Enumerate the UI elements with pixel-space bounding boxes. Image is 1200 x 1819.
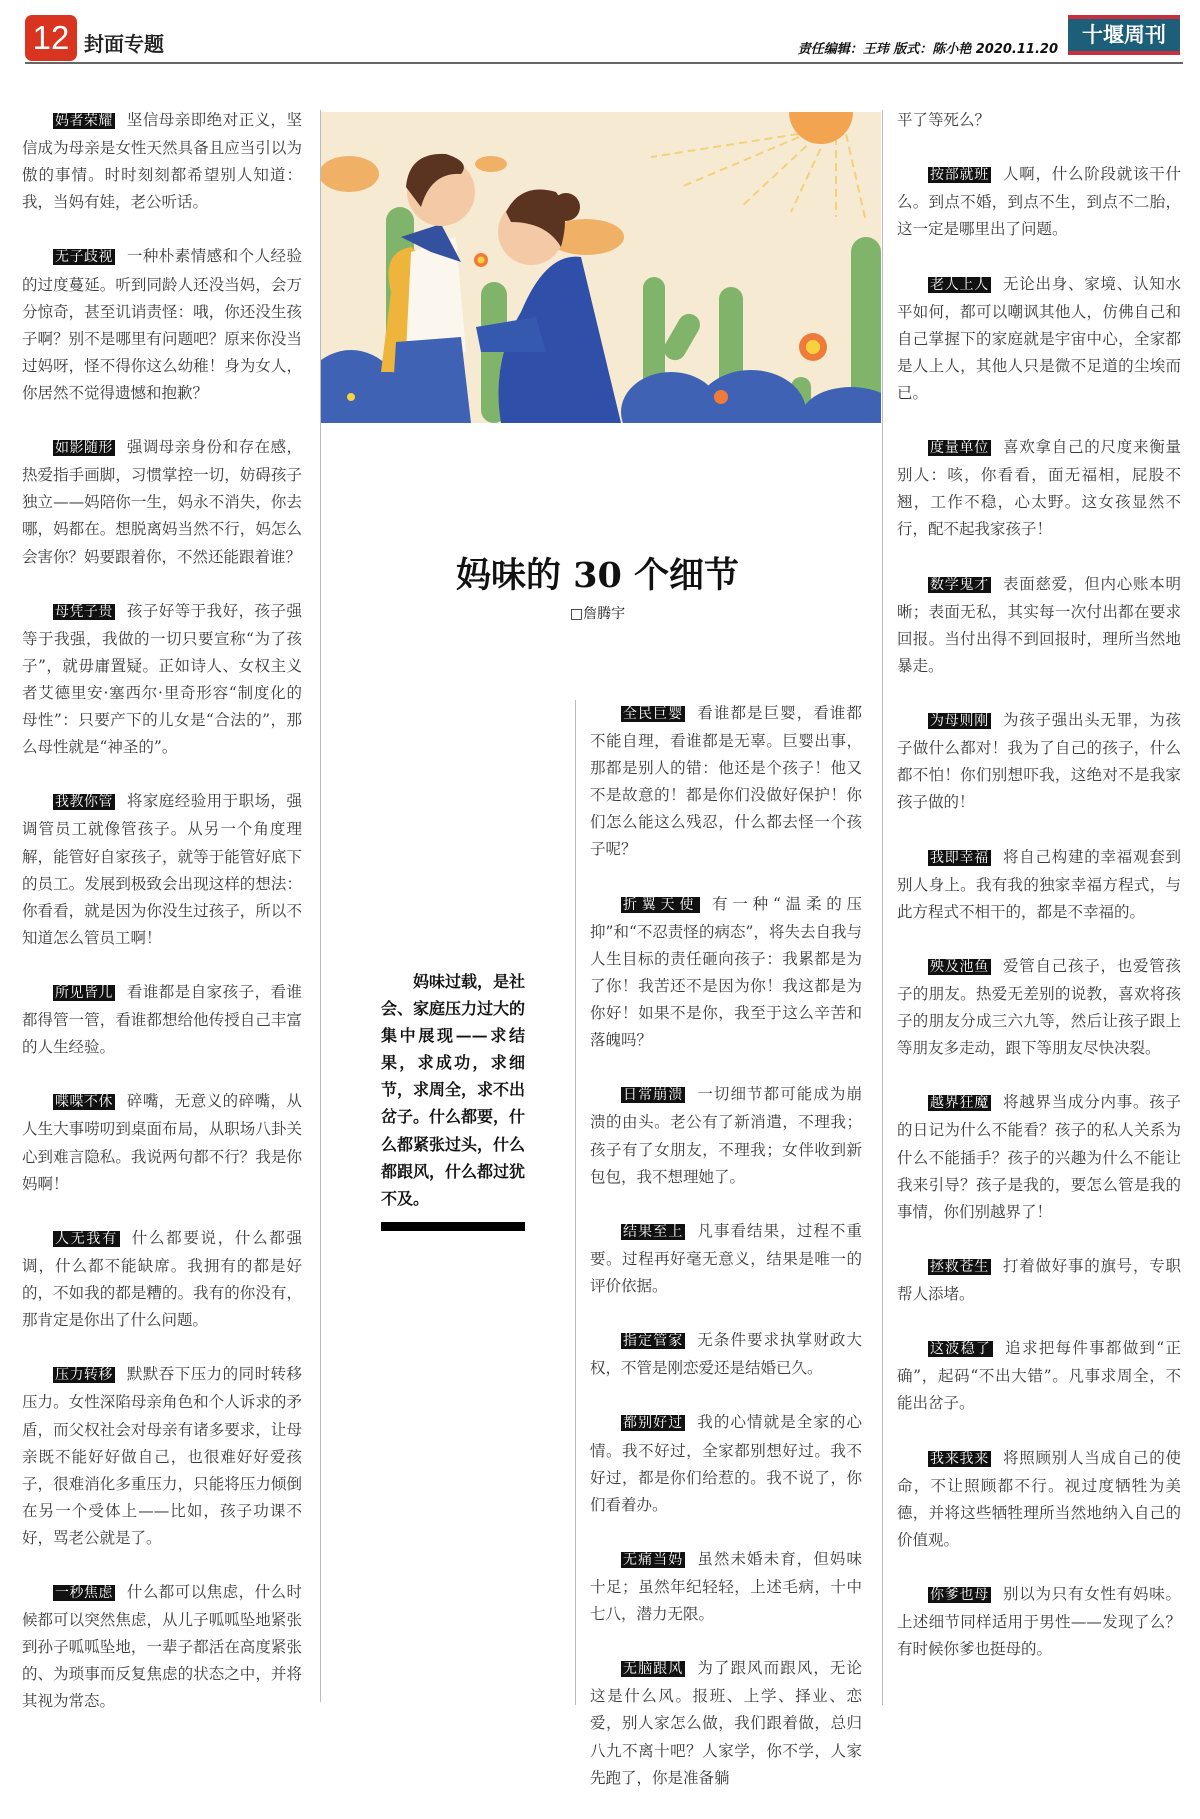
detail-text: 将家庭经验用于职场，强调管员工就像管孩子。从另一个角度理解，能管好自家孩子，就等于能管好底下的员工。发展到极致会出现这样的想法：你看看，就是因为你没生过孩子，所以不知道怎么管员工啊！ xyxy=(22,792,302,947)
detail-tag: 拯救苍生 xyxy=(930,1258,989,1275)
detail-text: 无条件要求执掌财政大权，不管是刚恋爱还是结婚已久。 xyxy=(590,1331,862,1378)
detail-paragraph xyxy=(590,1655,862,1791)
article-column-left xyxy=(22,107,302,1743)
detail-tag: 无子歧视 xyxy=(55,249,113,266)
detail-paragraph xyxy=(22,1579,302,1715)
detail-tag: 殃及池鱼 xyxy=(930,958,989,975)
header-divider xyxy=(25,62,1183,64)
detail-paragraph xyxy=(22,107,302,216)
detail-tag: 结果至上 xyxy=(623,1223,684,1240)
detail-tag: 我来我来 xyxy=(930,1450,989,1467)
pull-quote: 妈味过载，是社会、家庭压力过大的集中展现——求结果，求成功，求细节，求周全，求不出岔子。什么都要，什么都紧张过头，什么都跟风，什么都过犹不及。 xyxy=(381,972,526,1208)
detail-text: 强调母亲身份和存在感，热爱指手画脚，习惯掌控一切，妨碍孩子独立——妈陪你一生，妈永不消失，你去哪，妈都在。想脱离妈当然不行，妈怎么会害你？妈要跟着你，不然还能跟着谁？ xyxy=(22,438,302,566)
continued-text: 平了等死么？ xyxy=(897,111,991,129)
detail-paragraph xyxy=(590,1409,862,1518)
detail-paragraph xyxy=(897,1089,1181,1225)
detail-tag: 压力转移 xyxy=(55,1367,113,1384)
newspaper-logo: 十堰周刊 xyxy=(1068,15,1180,55)
detail-text: 将自己构建的幸福观套到别人身上。我有我的独家幸福方程式，与此方程式不相干的，都是不幸福的。 xyxy=(897,847,1181,921)
detail-paragraph xyxy=(590,1218,862,1300)
detail-tag: 都别好过 xyxy=(623,1415,684,1432)
detail-text: 打着做好事的旗号，专职帮人添堵。 xyxy=(897,1256,1181,1304)
detail-paragraph xyxy=(22,598,302,762)
detail-paragraph xyxy=(897,571,1181,680)
detail-text: 表面慈爱，但内心账本明晰；表面无私，其实每一次付出都在要求回报。当付出得不到回报时，理所当然地暴走。 xyxy=(897,574,1181,675)
detail-text: 凡事看结果，过程不重要。过程再好毫无意义，结果是唯一的评价依据。 xyxy=(590,1221,862,1295)
detail-paragraph xyxy=(897,1253,1181,1308)
detail-text: 看谁都是巨婴，看谁都不能自理，看谁都是无辜。巨婴出事，那都是别人的错：他还是个孩子！他又不是故意的！都是你们没做好保护！你们怎么能这么残忍，什么都去怪一个孩子呢？ xyxy=(590,704,862,859)
detail-tag: 妈者荣耀 xyxy=(55,113,113,129)
column-divider xyxy=(882,110,883,1705)
detail-text: 喜欢拿自己的尺度来衡量别人：咳，你看看，面无福相，屁股不翘，工作不稳，心太野。这女孩显然不行，配不起我家孩子！ xyxy=(897,438,1181,539)
detail-text: 将照顾别人当成自己的使命，不让照顾都不行。视过度牺牲为美德，并将这些牺牲理所当然地纳入自己的价值观。 xyxy=(897,1448,1181,1549)
detail-tag: 无脑跟风 xyxy=(623,1661,684,1678)
pull-quote-box xyxy=(381,968,525,1231)
detail-paragraph xyxy=(897,161,1181,243)
detail-text: 无论出身、家境、认知水平如何，都可以嘲讽其他人，仿佛自己和自己掌握下的家庭就是宇宙中心，全家都是人上人，其他人只是微不足道的尘埃而已。 xyxy=(897,274,1181,402)
detail-tag: 所见皆儿 xyxy=(55,985,113,1001)
detail-tag: 你爹也母 xyxy=(930,1587,989,1604)
detail-text: 一切细节都可能成为崩溃的由头。老公有了新消遣，不理我；孩子有了女朋友，不理我；女伴收到新包包，我不想理她了。 xyxy=(590,1085,862,1186)
detail-paragraph xyxy=(590,1546,862,1628)
detail-tag: 我即幸福 xyxy=(930,849,989,866)
detail-paragraph xyxy=(590,1327,862,1382)
detail-paragraph xyxy=(897,1335,1181,1417)
detail-paragraph xyxy=(22,1088,302,1197)
pull-quote-bar xyxy=(381,1222,525,1231)
detail-paragraph xyxy=(897,434,1181,543)
detail-text: 虽然未婚未育，但妈味十足；虽然年纪轻轻，上述毛病，十中七八，潜力无限。 xyxy=(590,1549,862,1624)
detail-text: 为孩子强出头无罪，为孩子做什么都对！我为了自己的孩子，什么都不怕！你们别想吓我，这绝对不是我家孩子做的！ xyxy=(897,711,1181,812)
detail-tag: 人无我有 xyxy=(55,1230,118,1247)
detail-tag: 喋喋不休 xyxy=(55,1094,113,1111)
detail-text: 将越界当成分内事。孩子的日记为什么不能看？孩子的私人关系为什么不能插手？孩子的兴趣为什么不能让我来引导？孩子是我的，要怎么管是我的事情，你们别越界了！ xyxy=(897,1093,1181,1221)
detail-paragraph xyxy=(22,1225,302,1334)
detail-text: 我的心情就是全家的心情。我不好过，全家都别想好过。我不好过，都是你们给惹的。我不说了，你们看着办。 xyxy=(590,1413,862,1514)
detail-text: 默默吞下压力的同时转移压力。女性深陷母亲角色和个人诉求的矛盾，而父权社会对母亲有诸多要求，让母亲既不能好好做自己，也很难好好爱孩子，很难消化多重压力，只能将压力倾倒在另一个受体上——比如，孩子功课不好，骂老公就是了。 xyxy=(22,1365,302,1547)
detail-paragraph xyxy=(590,891,862,1055)
detail-paragraph xyxy=(897,1445,1181,1554)
detail-tag: 数学鬼才 xyxy=(930,576,989,593)
detail-paragraph xyxy=(22,788,302,952)
detail-paragraph xyxy=(897,844,1181,926)
detail-tag: 如影随形 xyxy=(55,440,113,457)
detail-paragraph xyxy=(22,979,302,1061)
detail-paragraph xyxy=(897,1581,1181,1663)
detail-tag: 指定管家 xyxy=(623,1333,684,1350)
detail-text: 什么都要说，什么都强调，什么都不能缺席。我拥有的都是好的，不如我的都是糟的。我有的你没有，那肯定是你出了什么问题。 xyxy=(22,1228,302,1330)
mother-child-illustration xyxy=(321,112,881,423)
detail-paragraph xyxy=(590,700,862,864)
detail-text: 有一种“温柔的压抑”和“不忍责怪的病态”，将失去自我与人生目标的责任砸向孩子：我累都是为了你！我苦还不是因为你！我这都是为你好！如果不是你，我至于这么辛苦和落魄吗？ xyxy=(590,894,862,1050)
detail-tag: 我教你管 xyxy=(55,794,113,811)
detail-text: 人啊，什么阶段就该干什么。到点不婚，到点不生，到点不二胎，这一定是哪里出了问题。 xyxy=(897,165,1181,239)
detail-paragraph xyxy=(22,1361,302,1552)
detail-tag: 全民巨婴 xyxy=(623,706,684,722)
detail-tag: 折翼天使 xyxy=(623,896,699,913)
column-divider xyxy=(575,700,576,1705)
article-title: 妈味的 30 个细节 xyxy=(455,555,740,596)
detail-text: 为了跟风而跟风，无论这是什么风。报班、上学、择业、恋爱，别人家怎么做，我们跟着做，总归八九不离十吧？人家学，你不学，人家先跑了，你是准备躺 xyxy=(590,1659,862,1787)
detail-text: 一种朴素情感和个人经验的过度蔓延。听到同龄人还没当妈，会万分惊奇，甚至讥诮责怪：哦，你还没生孩子啊？别不是哪里有问题吧？原来你没当过妈呀，怪不得你这么幼稚！身为女人，你居然不觉得遗憾和抱歉？ xyxy=(22,247,302,402)
editor-credits: 责任编辑：王玮 版式：陈小艳 2020.11.20 xyxy=(797,42,1058,57)
detail-tag: 老人上人 xyxy=(930,276,989,293)
detail-text: 什么都可以焦虑，什么时候都可以突然焦虑，从儿子呱呱坠地紧张到孙子呱呱坠地，一辈子都活在高度紧张的、为琐事而反复焦虑的状态之中，并将其视为常态。 xyxy=(22,1583,302,1711)
detail-text: 看谁都是自家孩子，看谁都得管一管，看谁都想给他传授自己丰富的人生经验。 xyxy=(22,983,302,1057)
detail-paragraph xyxy=(897,271,1181,407)
article-column-right xyxy=(897,107,1181,1690)
detail-tag: 一秒焦虑 xyxy=(55,1585,113,1602)
detail-text: 坚信母亲即绝对正义，坚信成为母亲是女性天然具备且应当引以为傲的事情。时时刻刻都希望别人知道：我，当妈有娃，老公听话。 xyxy=(22,111,302,212)
detail-paragraph xyxy=(897,953,1181,1062)
detail-paragraph xyxy=(22,434,302,570)
author-byline: □詹腾宇 xyxy=(569,606,626,622)
detail-tag: 无痛当妈 xyxy=(623,1551,684,1568)
detail-tag: 为母则刚 xyxy=(930,713,989,730)
detail-text: 孩子好等于我好，孩子强等于我强，我做的一切只要宣称“为了孩子”，就毋庸置疑。正如诗人、女权主义者艾德里安·塞西尔·里奇形容“制度化的母性”：只要产下的儿女是“合法的”，那么母性就是“神圣的”。 xyxy=(22,601,302,757)
detail-text: 爱管自己孩子，也爱管孩子的朋友。热爱无差别的说教，喜欢将孩子的朋友分成三六九等，然后让孩子跟上等朋友多走动，跟下等朋友尽快决裂。 xyxy=(897,956,1181,1058)
detail-tag: 越界狂魔 xyxy=(930,1095,989,1112)
detail-text: 碎嘴，无意义的碎嘴，从人生大事唠叨到桌面布局，从职场八卦关心到难言隐私。我说两句都不行？我是你妈啊！ xyxy=(22,1092,302,1193)
detail-paragraph xyxy=(590,1081,862,1190)
detail-text: 追求把每件事都做到“正确”，起码“不出大错”。凡事求周全，不能出岔子。 xyxy=(897,1339,1181,1413)
detail-text: 别以为只有女性有妈味。上述细节同样适用于男性——发现了么？有时候你爹也挺母的。 xyxy=(897,1585,1181,1659)
detail-paragraph xyxy=(22,243,302,407)
detail-tag: 日常崩溃 xyxy=(623,1087,684,1104)
detail-tag: 度量单位 xyxy=(930,440,989,457)
detail-tag: 这波稳了 xyxy=(930,1341,992,1358)
article-column-middle xyxy=(590,700,862,1819)
detail-tag: 母凭子贵 xyxy=(55,603,113,620)
page-number-badge: 12 xyxy=(25,15,77,61)
detail-paragraph xyxy=(897,707,1181,816)
section-title: 封面专题 xyxy=(84,32,164,56)
detail-tag: 按部就班 xyxy=(930,167,989,184)
